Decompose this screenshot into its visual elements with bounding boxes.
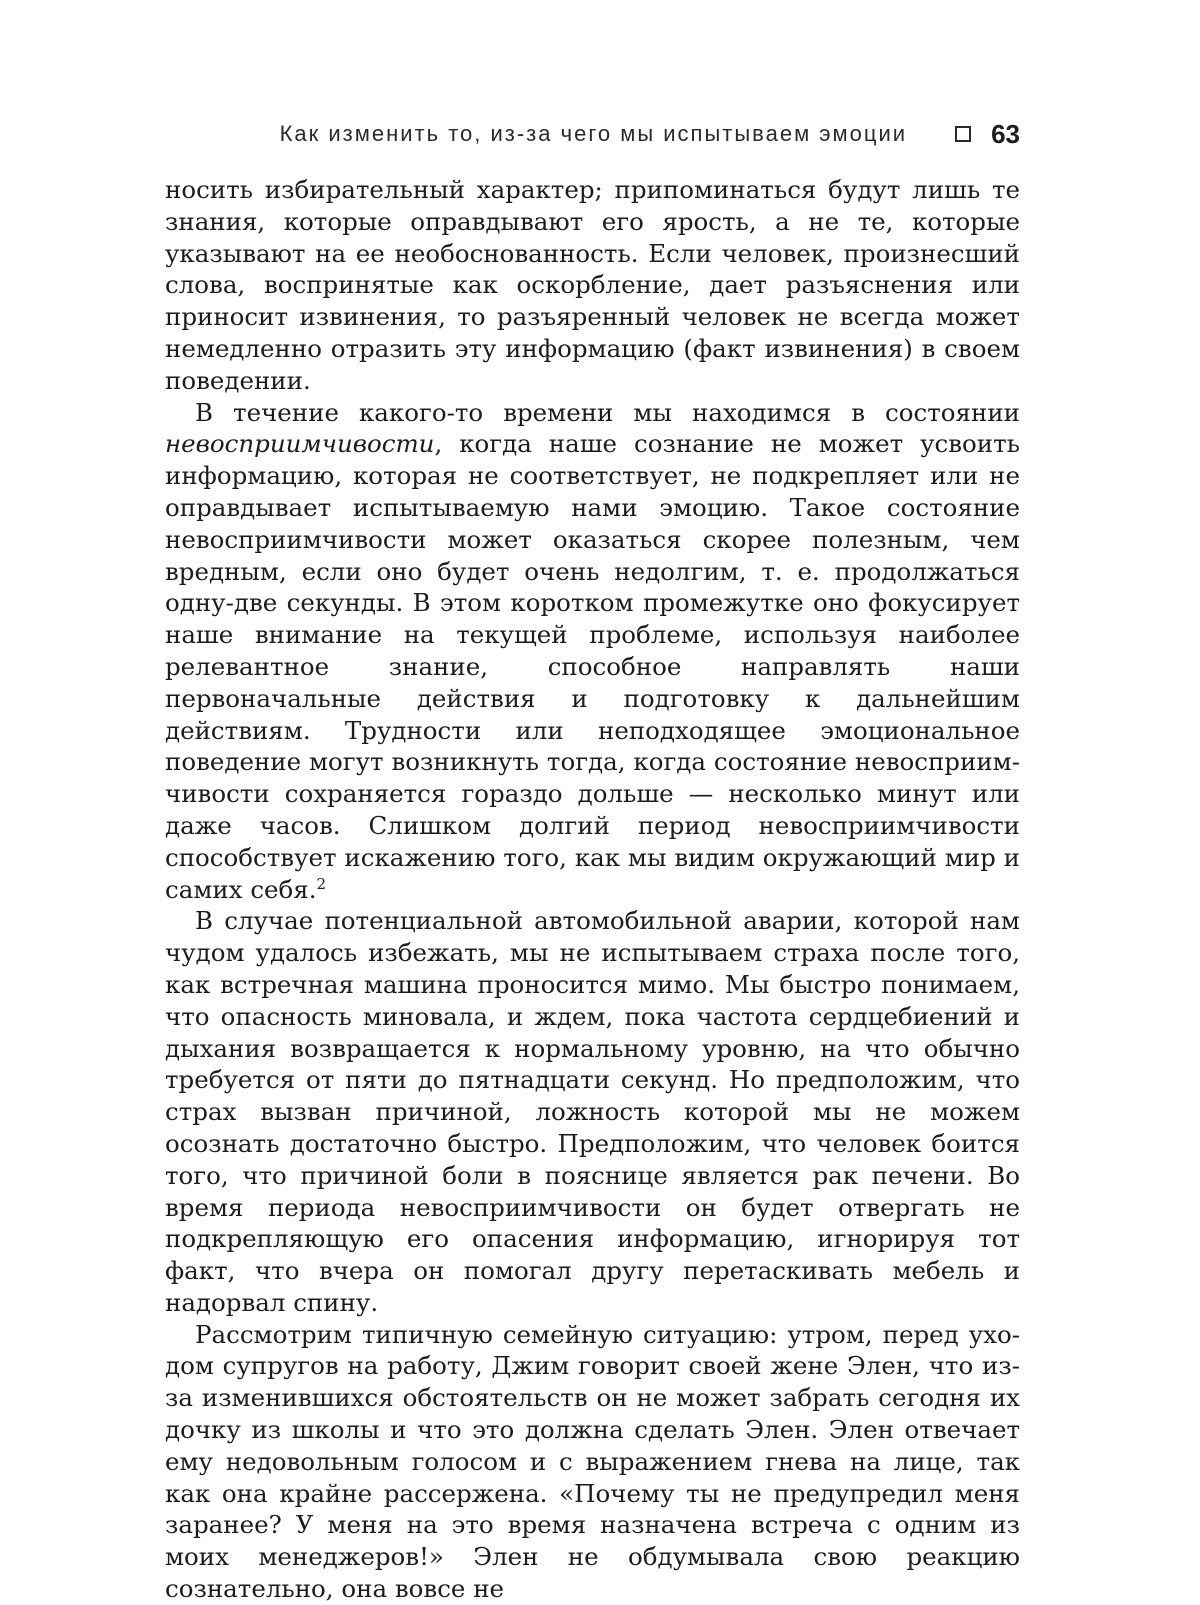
paragraph-4: Рассмотрим типичную семейную ситуацию: утром, перед уходом супругов на работу, Джим говорит своей жене Элен, что из-за изменившихся обстоятельств он не может забрать сегодня их дочку из школы и что это должна сделать Элен. Элен отвечает ему недовольным голосом и с выражением гнева на лице, так как она крайне рассержена. «Почему ты не предупредил меня заранее? У меня на это время назначена встреча с одним из моих менеджеров!» Элен не обдумывала свою реакцию сознательно, она вовсе не (165, 1319, 1020, 1604)
footnote-marker[interactable]: 2 (316, 874, 327, 893)
running-header (165, 114, 1020, 154)
chapter-title: Как изменить то, из-за чего мы испытываем эмоции (279, 121, 908, 146)
paragraph-1: носить избирательный характер; припоминаться будут лишь те знания, которые оправдывают его ярость, а не те, которые указывают на ее необоснованность. Если человек, произнесший слова, воспринятые как оскорбление, дает разъяснения или приносит извинения, то разъяренный человек не всегда может немедленно отразить эту информацию (факт извинения) в своем поведении. (165, 175, 1020, 395)
body-text (165, 174, 1020, 1605)
paragraph-3: В случае потенциальной автомобильной аварии, которой нам чудом удалось избежать, мы не испытываем страха после того, как встречная машина проносится мимо. Мы быстро понимаем, что опасность миновала, и ждем, пока частота сердцебиений и дыхания возвращается к нормальному уровню, на что обычно требуется от пяти до пятнадцати секунд. Но предположим, что страх вызван причиной, ложность которой мы не можем осознать достаточно быстро. Предположим, что человек боится того, что причиной боли в пояснице является рак печени. Во время периода невосприимчивости он будет отвергать не подкрепляющую его опасения информацию, игнорируя тот факт, что вчера он помогал другу перетаскивать мебель и надорвал спину. (165, 906, 1020, 1317)
emphasis-term: невосприимчивости (165, 429, 435, 459)
paragraph-2-start: В течение какого-то времени мы находимся в состоянии (195, 397, 1020, 427)
paragraph-2-rest: , когда наше сознание не может усвоить информацию, которая не соответствует, не подкрепляет или не оправдывает испытываемую нами эмоцию. Такое состояние невосприимчивости может оказаться скорее полезным, чем вредным, если оно будет очень недолгим, т. е. продолжаться одну-две секунды. В этом коротком промежутке оно фокусирует наше внимание на текущей проблеме, используя наиболее релевантное знание, способное направлять наши первоначальные действия и подготовку к дальнейшим действиям. Трудности или неподходящее эмоциональное поведение могут возникнуть тогда, когда состояние невосприимчивости сохраняется гораздо дольше — несколько минут или даже часов. Слишком долгий период невосприимчивости способствует искажению того, как мы видим окружающий мир и самих себя. (165, 429, 1020, 904)
square-bullet-icon (955, 126, 971, 142)
paragraph-2 (165, 397, 1020, 906)
page-number: 63 (991, 118, 1020, 149)
